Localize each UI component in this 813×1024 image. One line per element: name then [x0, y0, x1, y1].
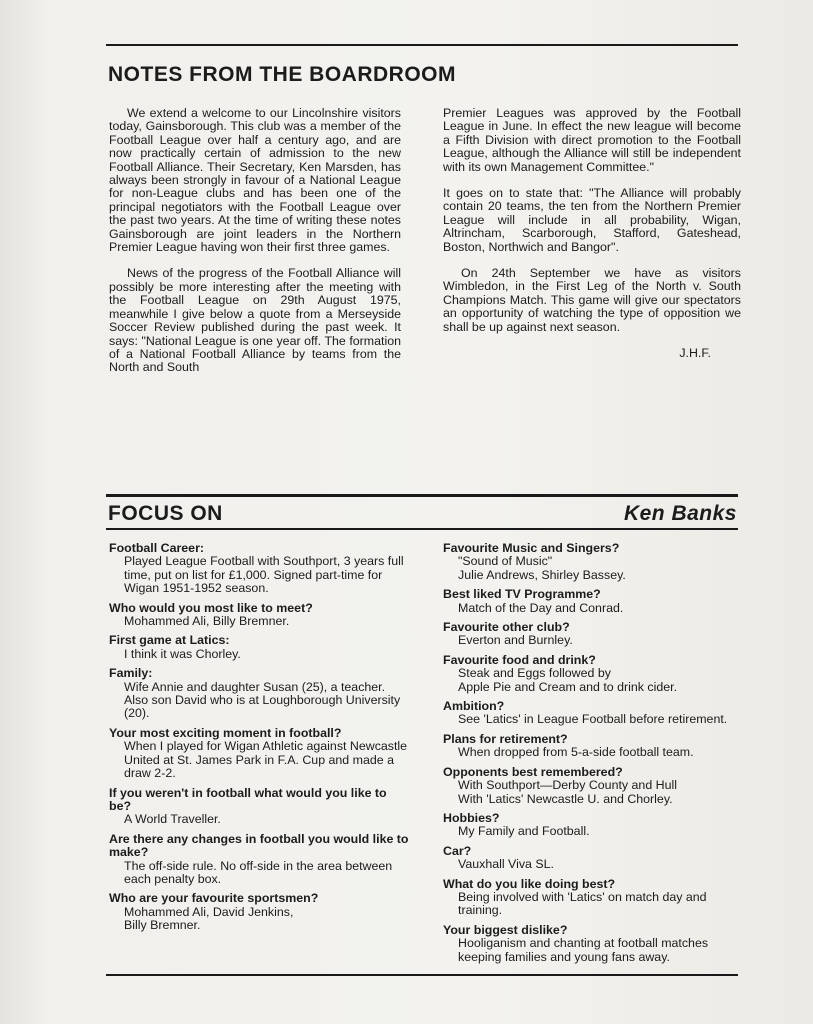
- answer-line: Match of the Day and Conrad.: [458, 600, 624, 615]
- question: First game at Latics:: [109, 633, 230, 648]
- question: Car?: [443, 843, 472, 858]
- answer: [458, 858, 743, 871]
- question: Family:: [109, 666, 153, 681]
- question: Your biggest dislike?: [443, 922, 568, 937]
- qa-item: [109, 892, 409, 932]
- question: What do you like doing best?: [443, 876, 616, 891]
- question: Ambition?: [443, 699, 505, 714]
- focus-title: FOCUS ON: [108, 502, 223, 525]
- answer: [458, 746, 743, 759]
- qa-item: [443, 924, 743, 964]
- answer-line: My Family and Football.: [458, 824, 590, 839]
- answer-line: When I played for Wigan Athletic against Newcastle United at St. James Park in F.A. Cup and made a draw 2-2.: [124, 739, 408, 781]
- qa-item: [443, 588, 743, 615]
- question: Who would you most like to meet?: [109, 600, 313, 615]
- notes-paragraph: Premier Leagues was approved by the Football League in June. In effect the new league will become a Fifth Division with direct promotion to the Football League, although the Alliance will still be independent with its own Management Committee.": [443, 106, 741, 174]
- answer-line: "Sound of Music": [458, 554, 553, 569]
- qa-item: [443, 878, 743, 918]
- qa-item: [443, 700, 743, 727]
- answer-line: Hooliganism and chanting at football matches keeping families and young fans away.: [458, 936, 709, 964]
- question: If you weren't in football what would you like to be?: [109, 785, 387, 813]
- answer: [458, 937, 743, 964]
- qa-item: [443, 845, 743, 872]
- notes-paragraph: News of the progress of the Football Alliance will possibly be more interesting after the meeting with the Football League on 29th August 1975, meanwhile I give below a quote from a Merseyside Soccer Review published during the past week. It says: "National League is one year off. The formation of a National Football Alliance by teams from the North and South: [109, 266, 401, 375]
- question: Plans for retirement?: [443, 731, 568, 746]
- answer-line: Everton and Burnley.: [458, 633, 573, 648]
- notes-title: NOTES FROM THE BOARDROOM: [108, 63, 456, 86]
- question: Opponents best remembered?: [443, 764, 623, 779]
- answer: [458, 555, 743, 582]
- bottom-rule: [106, 974, 738, 976]
- answer-line: Wife Annie and daughter Susan (25), a teacher. Also son David who is at Loughborough University (20).: [124, 679, 401, 721]
- notes-right-column: [443, 107, 741, 361]
- answer: [458, 825, 743, 838]
- answer: [124, 740, 409, 780]
- answer: [124, 860, 409, 887]
- answer: [124, 906, 409, 933]
- qa-item: [109, 833, 409, 887]
- qa-item: [109, 667, 409, 721]
- answer-line: Apple Pie and Cream and to drink cider.: [458, 679, 678, 694]
- qa-item: [443, 733, 743, 760]
- qa-item: [109, 634, 409, 661]
- signature: J.H.F.: [679, 346, 711, 361]
- notes-paragraph: We extend a welcome to our Lincolnshire visitors today, Gainsborough. This club was a member of the Football League over half a century ago, and are now practically certain of admission to the new Football Alliance. Their Secretary, Ken Marsden, has always been strongly in favour of a National League for non-League clubs and has been one of the principal negotiators with the Football League over the past two years. At the time of writing these notes Gainsborough are joint leaders in the Northern Premier League having won their first three games.: [109, 106, 401, 255]
- answer: [458, 779, 743, 806]
- notes-left-column: [109, 107, 401, 388]
- question: Best liked TV Programme?: [443, 587, 601, 602]
- qa-item: [443, 621, 743, 648]
- answer-line: I think it was Chorley.: [124, 646, 241, 661]
- answer-line: With Southport—Derby County and Hull: [458, 778, 678, 793]
- answer: [124, 681, 409, 721]
- qa-item: [443, 766, 743, 806]
- qa-item: [443, 812, 743, 839]
- qa-item: [109, 602, 409, 629]
- question: Favourite Music and Singers?: [443, 541, 620, 555]
- answer-line: Played League Football with Southport, 3 years full time, put on list for £1,000. Signed part-time for Wigan 1951-1952 season.: [124, 554, 404, 596]
- answer: [458, 602, 743, 615]
- answer-line: Mohammed Ali, David Jenkins,: [124, 904, 294, 919]
- notes-paragraph: On 24th September we have as visitors Wimbledon, in the First Leg of the North v. South Champions Match. This game will give our spectators an opportunity of watching the type of opposition we shall be up against next season.: [443, 266, 741, 334]
- notes-paragraph: It goes on to state that: "The Alliance will probably contain 20 teams, the ten from the Northern Premier League will include in all probability, Wigan, Altrincham, Scarborough, Stafford, Gateshead, Boston, Northwich and Bangor".: [443, 186, 741, 254]
- answer: [458, 891, 743, 918]
- question: Football Career:: [109, 541, 205, 555]
- answer-line: A World Traveller.: [124, 812, 221, 827]
- question: Your most exciting moment in football?: [109, 725, 342, 740]
- question: Favourite other club?: [443, 620, 570, 635]
- answer: [124, 813, 409, 826]
- answer: [124, 615, 409, 628]
- answer: [124, 648, 409, 661]
- focus-subject-name: Ken Banks: [623, 502, 737, 525]
- answer-line: Being involved with 'Latics' on match day and training.: [458, 889, 707, 918]
- qa-item: [443, 654, 743, 694]
- focus-heading-rule: [106, 528, 738, 530]
- qa-item: [109, 787, 409, 827]
- qa-item: [109, 727, 409, 781]
- answer-line: See 'Latics' in League Football before retirement.: [458, 712, 728, 727]
- answer-line: The off-side rule. No off-side in the area between each penalty box.: [124, 858, 393, 886]
- qa-item: [109, 542, 409, 596]
- qa-item: [443, 542, 743, 582]
- answer-line: With 'Latics' Newcastle U. and Chorley.: [458, 791, 673, 806]
- answer-line: Billy Bremner.: [124, 918, 201, 933]
- question: Favourite food and drink?: [443, 652, 596, 667]
- focus-right-column: [443, 542, 743, 970]
- answer: [458, 667, 743, 694]
- question: Hobbies?: [443, 810, 500, 825]
- answer-line: Mohammed Ali, Billy Bremner.: [124, 614, 290, 629]
- top-rule: [106, 44, 738, 46]
- question: Are there any changes in football you would like to make?: [109, 831, 409, 860]
- answer-line: Steak and Eggs followed by: [458, 666, 611, 681]
- answer-line: Vauxhall Viva SL.: [458, 857, 554, 872]
- question: Who are your favourite sportsmen?: [109, 891, 319, 906]
- answer-line: Julie Andrews, Shirley Bassey.: [458, 567, 626, 582]
- focus-top-rule: [106, 494, 738, 497]
- answer: [458, 713, 743, 726]
- focus-left-column: [109, 542, 409, 939]
- answer-line: When dropped from 5-a-side football team.: [458, 745, 694, 760]
- answer: [124, 555, 409, 595]
- answer: [458, 634, 743, 647]
